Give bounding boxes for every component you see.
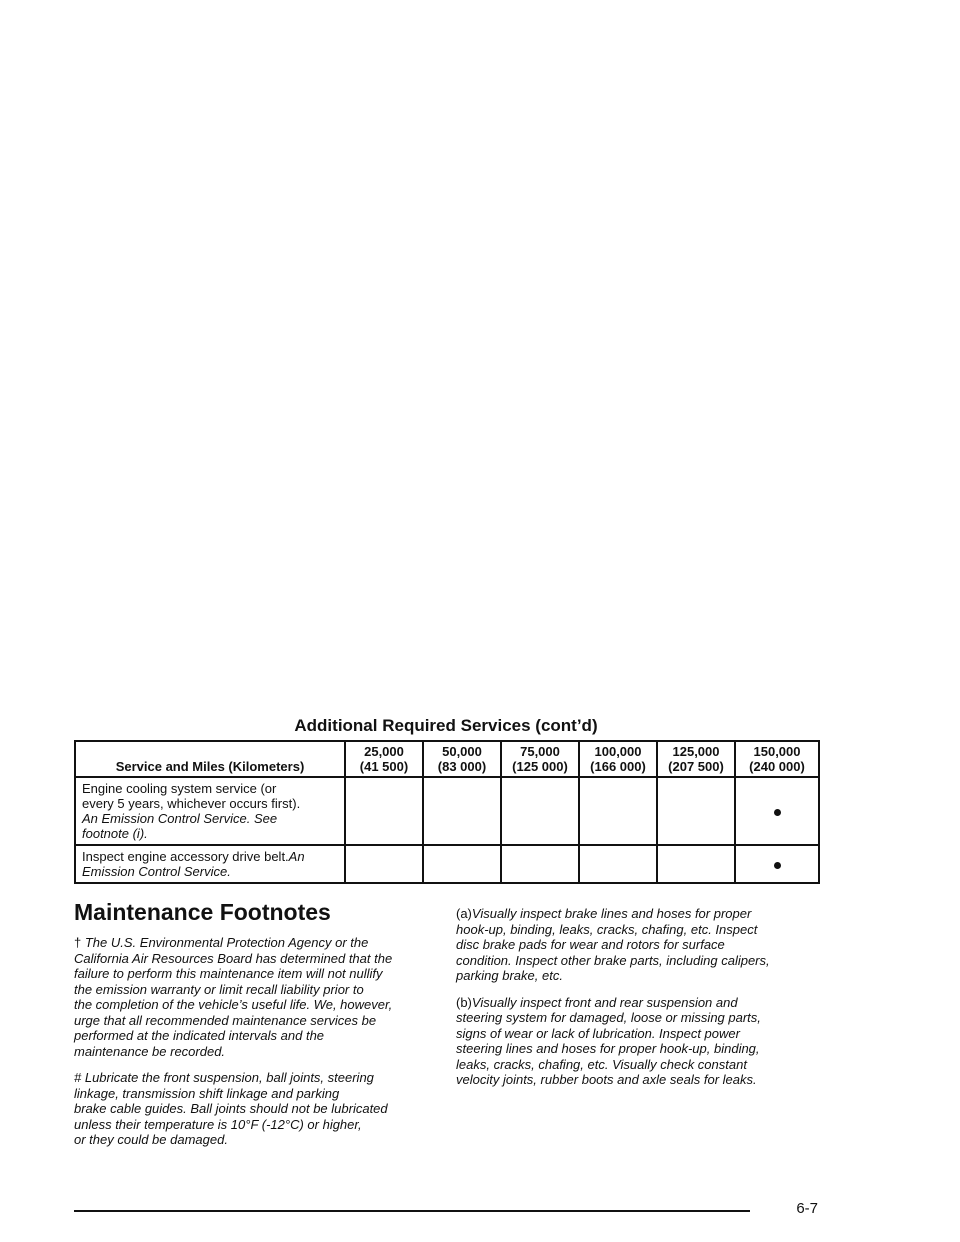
footnotes-left-column: [74, 898, 440, 1159]
header-interval-125000: 125,000 (207 500): [657, 741, 735, 777]
header-interval-100000: 100,000 (166 000): [579, 741, 657, 777]
footnotes-heading: Maintenance Footnotes: [74, 899, 331, 925]
interval-cell: [579, 845, 657, 883]
service-due-bullet: [774, 862, 781, 869]
table-header-row: [75, 741, 819, 777]
interval-cell: [423, 777, 501, 845]
services-table: [74, 740, 820, 884]
footnotes-right-column: [456, 906, 818, 1099]
header-interval-75000: 75,000 (125 000): [501, 741, 579, 777]
table-row: [75, 777, 819, 845]
header-interval-25000: 25,000 (41 500): [345, 741, 423, 777]
footnote-hash: # Lubricate the front suspension, ball joints, steering linkage, transmission shift linkage and parking brake cable guides. Ball joints should not be lubricated unless their temperature is 10°F (-12°C) or higher, or they could be damaged.: [74, 1070, 388, 1147]
service-description: Inspect engine accessory drive belt.An Emission Control Service.: [75, 845, 345, 883]
table-row: [75, 845, 819, 883]
service-due-bullet: [774, 809, 781, 816]
table-title: Additional Required Services (cont’d): [294, 716, 598, 735]
page-footer-rule: [74, 1210, 750, 1212]
header-interval-150000: 150,000 (240 000): [735, 741, 819, 777]
interval-cell: [501, 777, 579, 845]
interval-cell: [579, 777, 657, 845]
interval-cell: [735, 777, 819, 845]
interval-cell: [345, 777, 423, 845]
footnote-dagger: † The U.S. Environmental Protection Agency or the California Air Resources Board has determined that the failure to perform this maintenance item will not nullify the emission warranty or limit recall liability prior to the completion of the vehicle’s useful life. We, however, urge that all recommended maintenance services be performed at the indicated intervals and the maintenance be recorded.: [74, 935, 393, 1059]
service-description: Engine cooling system service (or every 5 years, whichever occurs first). An Emission Control Service. See footnote (i).: [75, 777, 345, 845]
interval-cell: [657, 845, 735, 883]
footnote-a: (a)Visually inspect brake lines and hoses for proper hook-up, binding, leaks, cracks, chafing, etc. Inspect disc brake pads for wear and rotors for surface condition. Inspect other brake parts, including calipers, parking brake, etc.: [456, 906, 770, 983]
interval-cell: [657, 777, 735, 845]
interval-cell: [345, 845, 423, 883]
page-number: 6-7: [796, 1200, 818, 1217]
footnote-b: (b)Visually inspect front and rear suspension and steering system for damaged, loose or missing parts, signs of wear or lack of lubrication. Inspect power steering lines and hoses for proper hook-up, binding, leaks, cracks, chafing, etc. Visually check constant velocity joints, rubber boots and axle seals for leaks.: [456, 994, 761, 1087]
interval-cell: [423, 845, 501, 883]
interval-cell: [735, 845, 819, 883]
interval-cell: [501, 845, 579, 883]
header-service: Service and Miles (Kilometers): [75, 741, 345, 777]
header-interval-50000: 50,000 (83 000): [423, 741, 501, 777]
dagger-symbol: †: [74, 935, 82, 950]
